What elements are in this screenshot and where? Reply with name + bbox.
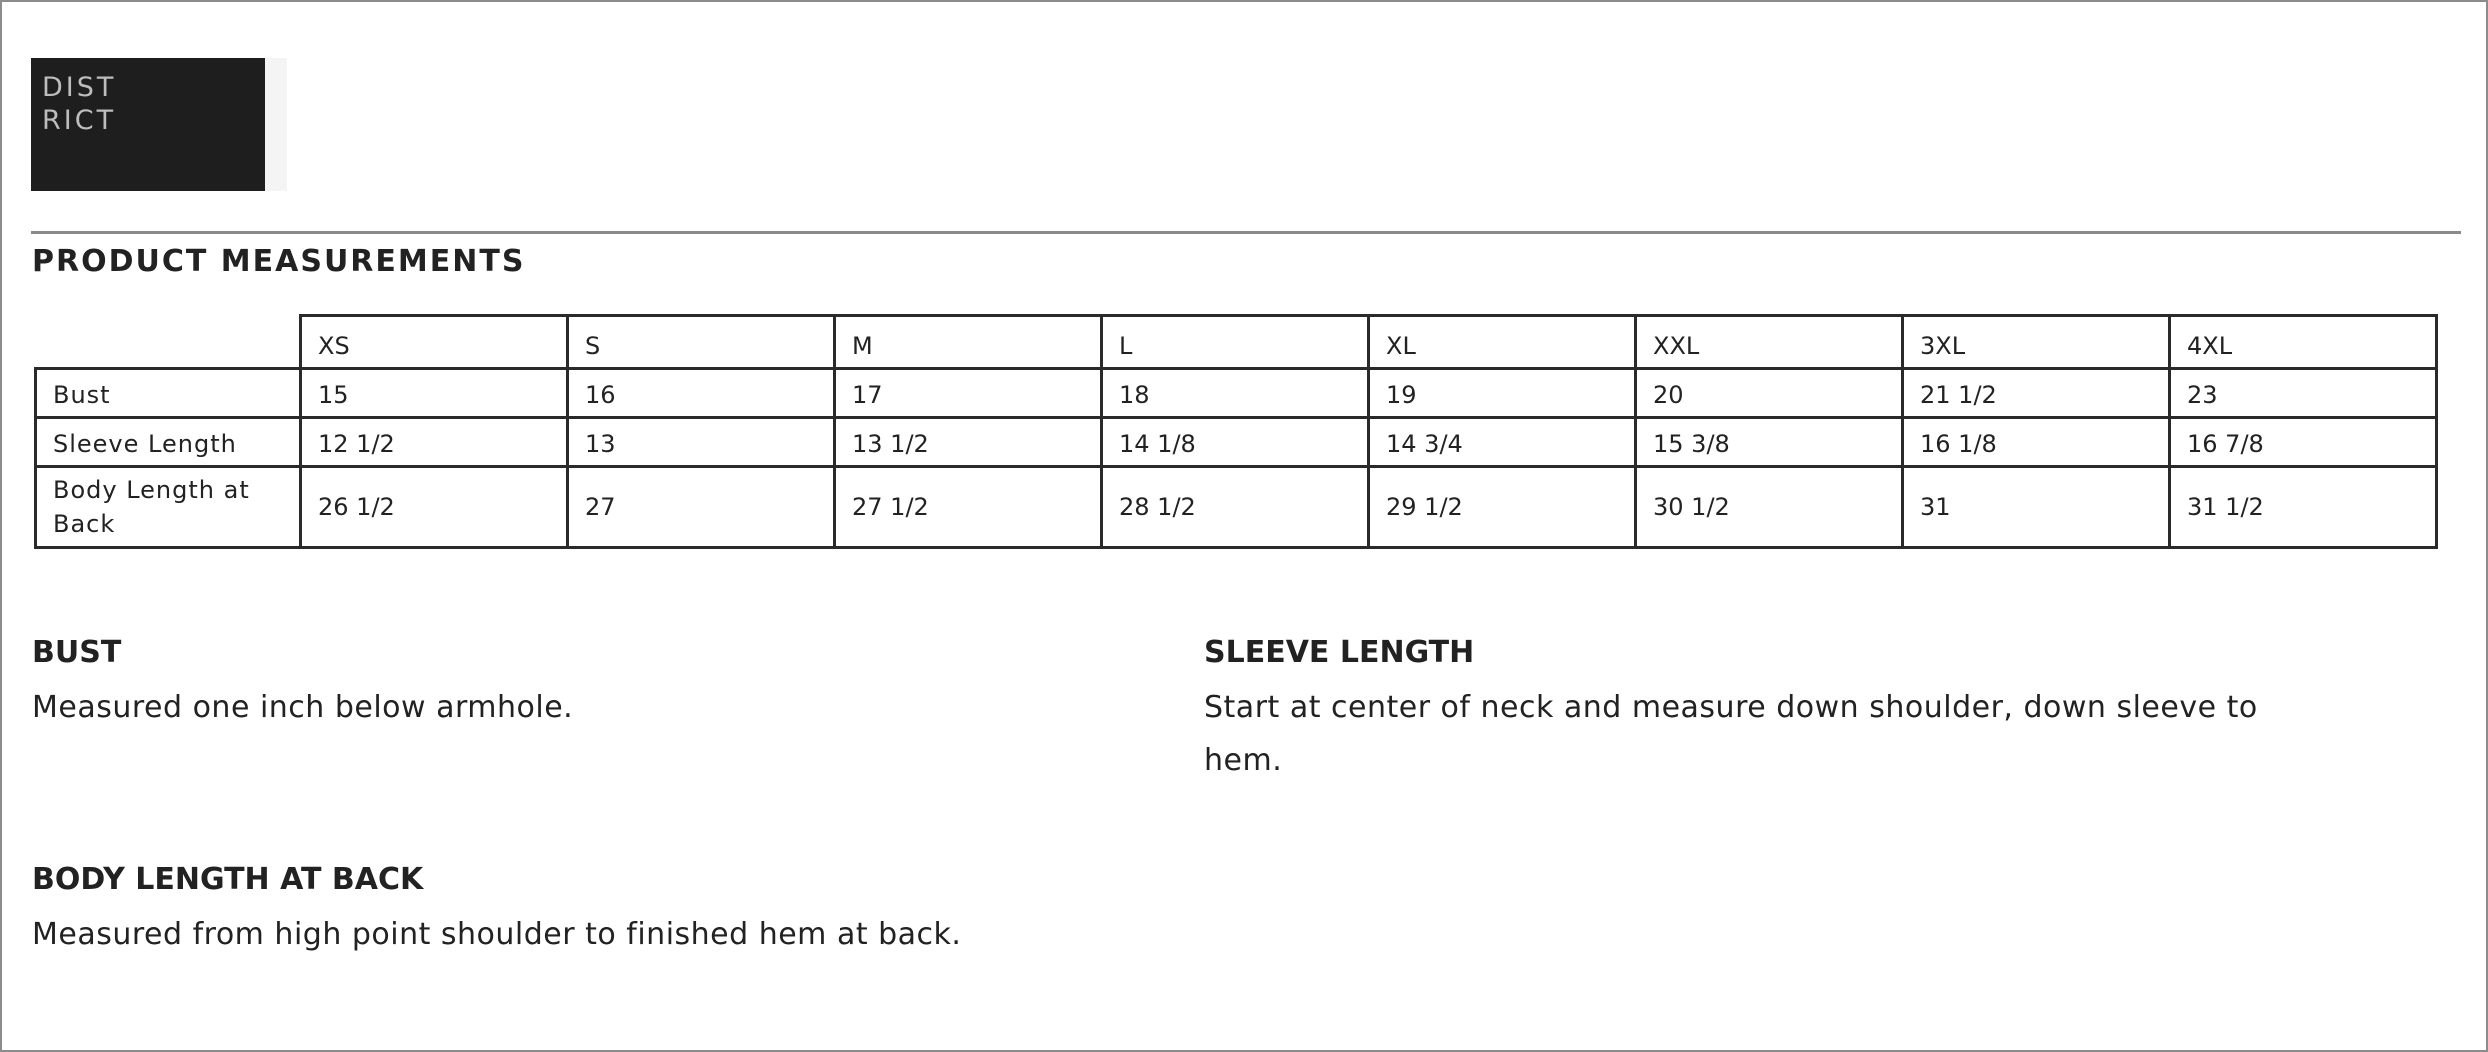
- table-cell: 31: [1903, 467, 2170, 548]
- size-header-xl: XL: [1369, 316, 1636, 369]
- table-cell: 15: [301, 369, 568, 418]
- row-label-bust: Bust: [36, 369, 301, 418]
- row-label-body-length: Body Length at Back: [36, 467, 301, 548]
- table-cell: 27 1/2: [835, 467, 1102, 548]
- table-cell: 30 1/2: [1636, 467, 1903, 548]
- sleeve-length-note-title: SLEEVE LENGTH: [1204, 635, 1475, 670]
- logo-line-2: RICT: [42, 105, 117, 136]
- table-row-body-length: [36, 467, 2437, 548]
- body-length-note-text: Measured from high point shoulder to finished hem at back.: [32, 917, 962, 952]
- table-cell: 13: [568, 418, 835, 467]
- table-cell: 16 1/8: [1903, 418, 2170, 467]
- table-cell: 13 1/2: [835, 418, 1102, 467]
- table-cell: 14 1/8: [1102, 418, 1369, 467]
- body-length-note-title: BODY LENGTH AT BACK: [32, 862, 424, 897]
- bust-note-text: Measured one inch below armhole.: [32, 690, 574, 725]
- table-cell: 26 1/2: [301, 467, 568, 548]
- sleeve-length-note-text: Start at center of neck and measure down shoulder, down sleeve to hem.: [1204, 690, 2258, 778]
- size-header-xxl: XXL: [1636, 316, 1903, 369]
- table-cell: 20: [1636, 369, 1903, 418]
- district-logo: [31, 58, 265, 191]
- measurements-table: [34, 314, 2438, 549]
- table-cell: 16 7/8: [2170, 418, 2437, 467]
- size-header-l: L: [1102, 316, 1369, 369]
- size-header-s: S: [568, 316, 835, 369]
- logo-line-1: DIST: [42, 72, 117, 103]
- table-row-bust: [36, 369, 2437, 418]
- table-corner-cell: [36, 316, 301, 369]
- bust-note-title: BUST: [32, 635, 122, 670]
- table-cell: 19: [1369, 369, 1636, 418]
- size-header-3xl: 3XL: [1903, 316, 2170, 369]
- table-cell: 14 3/4: [1369, 418, 1636, 467]
- table-cell: 27: [568, 467, 835, 548]
- section-divider: [31, 231, 2461, 234]
- logo-wordmark: [42, 71, 116, 137]
- table-cell: 12 1/2: [301, 418, 568, 467]
- page-title: PRODUCT MEASUREMENTS: [32, 244, 526, 279]
- table-cell: 15 3/8: [1636, 418, 1903, 467]
- size-header-4xl: 4XL: [2170, 316, 2437, 369]
- table-cell: 21 1/2: [1903, 369, 2170, 418]
- table-cell: 16: [568, 369, 835, 418]
- table-row-sleeve-length: [36, 418, 2437, 467]
- row-label-sleeve-length: Sleeve Length: [36, 418, 301, 467]
- size-header-m: M: [835, 316, 1102, 369]
- table-cell: 29 1/2: [1369, 467, 1636, 548]
- table-cell: 28 1/2: [1102, 467, 1369, 548]
- table-header-row: [36, 316, 2437, 369]
- size-header-xs: XS: [301, 316, 568, 369]
- table-cell: 23: [2170, 369, 2437, 418]
- table-cell: 31 1/2: [2170, 467, 2437, 548]
- table-cell: 17: [835, 369, 1102, 418]
- table-cell: 18: [1102, 369, 1369, 418]
- logo-edge: [265, 58, 287, 191]
